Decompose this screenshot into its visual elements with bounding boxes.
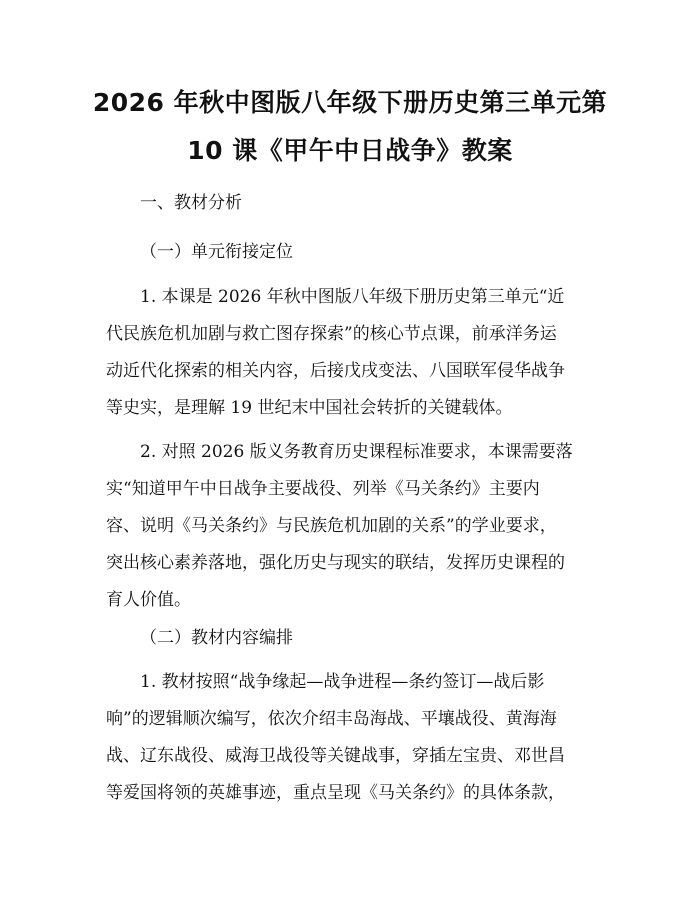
paragraph-2-line: 育人价值。 [106,590,191,610]
paragraph-3-line: 等爱国将领的英雄事迹，重点呈现《马关条约》的具体条款， [106,783,565,803]
subsection-heading-unit-positioning: （一）单元衔接定位 [140,242,293,262]
paragraph-2-line: 容、说明《马关条约》与民族危机加剧的关系”的学业要求， [106,516,557,536]
section-heading-textbook-analysis: 一、教材分析 [140,193,242,213]
paragraph-1-line: 等史实，是理解 19 世纪末中国社会转折的关键载体。 [106,398,513,418]
paragraph-1 [106,279,598,427]
paragraph-3-line: 战、辽东战役、威海卫战役等关键战事，穿插左宝贵、邓世昌 [106,746,565,766]
paragraph-2 [106,434,598,619]
paragraph-3-line: 响”的逻辑顺次编写，依次介绍丰岛海战、平壤战役、黄海海 [106,709,557,729]
document-title-line-2: 10 课《甲午中日战争》教案 [187,136,513,165]
paragraph-2-line: 突出核心素养落地，强化历史与现实的联结，发挥历史课程的 [106,553,565,573]
paragraph-3 [106,664,598,812]
paragraph-2-line: 2. 对照 2026 版义务教育历史课程标准要求，本课需要落 [140,442,573,462]
paragraph-1-line: 动近代化探索的相关内容，后接戊戌变法、八国联军侵华战争 [106,361,565,381]
paragraph-1-line: 代民族危机加剧与救亡图存探索”的核心节点课，前承洋务运 [106,324,557,344]
paragraph-1-line: 1. 本课是 2026 年秋中图版八年级下册历史第三单元“近 [140,287,565,307]
paragraph-2-line: 实“知道甲午中日战争主要战役、列举《马关条约》主要内 [106,479,540,499]
subsection-heading-content-arrangement: （二）教材内容编排 [140,628,293,648]
document-title-line-1: 2026 年秋中图版八年级下册历史第三单元第 [92,88,608,117]
paragraph-3-line: 1. 教材按照“战争缘起—战争进程—条约签订—战后影 [140,672,545,692]
